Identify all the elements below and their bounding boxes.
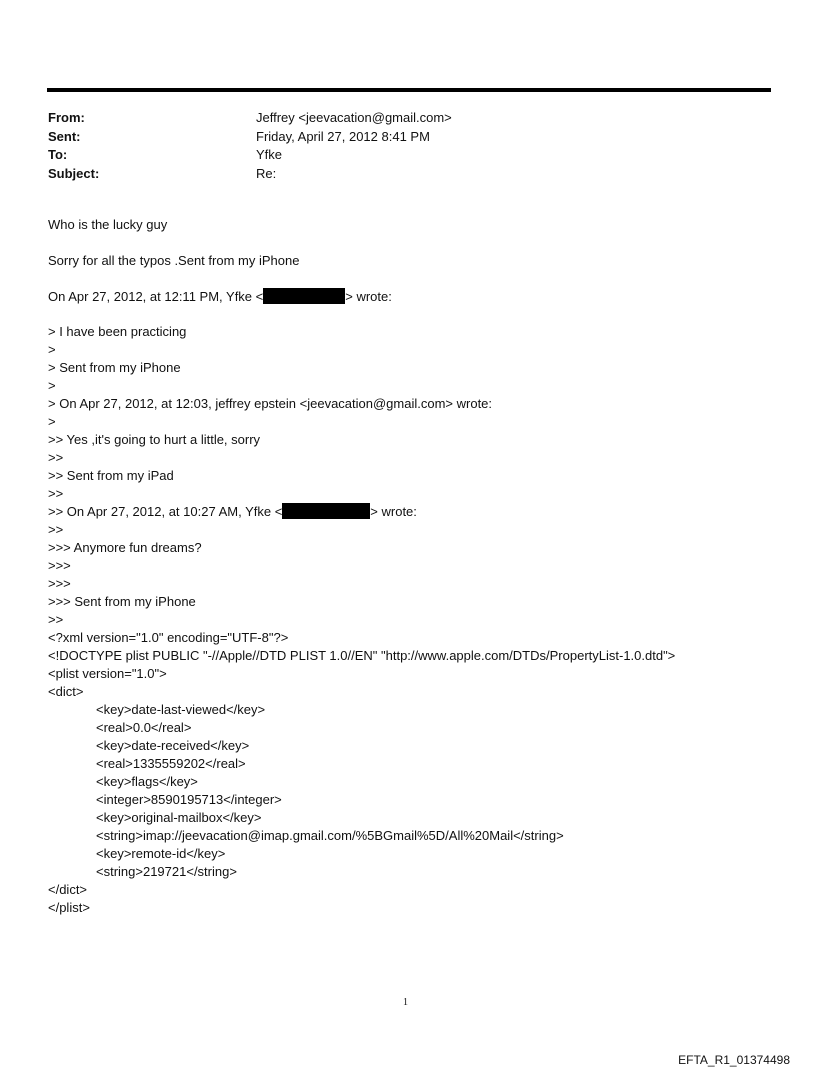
from-label: From: — [48, 110, 85, 125]
quoted-line: >> Yes ,it's going to hurt a little, sorry — [48, 432, 261, 447]
sent-row — [48, 128, 452, 147]
redaction-box — [282, 503, 370, 519]
quoted-line-end: > wrote: — [370, 504, 417, 519]
plist-line: <string>219721</string> — [96, 864, 237, 879]
quoted-line: >>> Sent from my iPhone — [48, 594, 196, 609]
body-line-3-end: > wrote: — [345, 289, 392, 304]
body-line-1: Who is the lucky guy — [48, 217, 168, 232]
email-header — [48, 109, 452, 183]
plist-line: <real>0.0</real> — [96, 720, 192, 735]
quoted-line — [48, 503, 675, 521]
subject-row — [48, 165, 452, 184]
plist-line: <string>imap://jeevacation@imap.gmail.com/%5BGmail%5D/All%20Mail</string> — [96, 828, 564, 843]
quoted-line: >>> Anymore fun dreams? — [48, 540, 202, 555]
redaction-box — [263, 288, 345, 304]
body-line-3-start: On Apr 27, 2012, at 12:11 PM, Yfke < — [48, 289, 264, 304]
plist-line: <?xml version="1.0" encoding="UTF-8"?> — [48, 630, 289, 645]
quoted-line: > — [48, 342, 56, 357]
bates-stamp: EFTA_R1_01374498 — [678, 1053, 790, 1067]
plist-line: </plist> — [48, 900, 90, 915]
quoted-line: >> Sent from my iPad — [48, 468, 174, 483]
plist-line: <key>date-last-viewed</key> — [96, 702, 266, 717]
to-row — [48, 146, 452, 165]
header-rule — [47, 88, 771, 92]
plist-line: <key>date-received</key> — [96, 738, 250, 753]
page-number: 1 — [403, 997, 408, 1008]
plist-line: </dict> — [48, 882, 88, 897]
quoted-line: >>> — [48, 576, 71, 591]
from-row — [48, 109, 452, 128]
plist-line: <key>original-mailbox</key> — [96, 810, 262, 825]
quoted-line: > Sent from my iPhone — [48, 360, 181, 375]
quoted-line: >>> — [48, 558, 71, 573]
quoted-line: >> — [48, 486, 64, 501]
quoted-line: > I have been practicing — [48, 324, 187, 339]
quoted-line: > — [48, 378, 56, 393]
plist-line: <dict> — [48, 684, 84, 699]
to-label: To: — [48, 147, 68, 162]
quoted-line: >> — [48, 612, 64, 627]
body-line-2: Sorry for all the typos .Sent from my iPhone — [48, 253, 300, 268]
body-line-3 — [48, 288, 392, 306]
quoted-thread — [48, 323, 675, 917]
to-value: Yfke — [256, 147, 283, 162]
sent-label: Sent: — [48, 128, 81, 144]
subject-label: Subject: — [48, 165, 100, 181]
sent-value: Friday, April 27, 2012 8:41 PM — [256, 128, 430, 144]
plist-line: <key>remote-id</key> — [96, 846, 226, 861]
plist-line: <real>1335559202</real> — [96, 756, 246, 771]
plist-line: <!DOCTYPE plist PUBLIC "-//Apple//DTD PLIST 1.0//EN" "http://www.apple.com/DTDs/PropertyList-1.0.dtd"> — [48, 648, 676, 663]
quoted-line: >> — [48, 522, 64, 537]
plist-line: <plist version="1.0"> — [48, 666, 167, 681]
plist-line: <key>flags</key> — [96, 774, 198, 789]
subject-value: Re: — [256, 165, 277, 181]
quoted-line-start: >> On Apr 27, 2012, at 10:27 AM, Yfke < — [48, 504, 283, 519]
quoted-line: > — [48, 414, 56, 429]
from-value: Jeffrey <jeevacation@gmail.com> — [256, 110, 452, 125]
quoted-line: > On Apr 27, 2012, at 12:03, jeffrey epstein <jeevacation@gmail.com> wrote: — [48, 396, 493, 411]
plist-line: <integer>8590195713</integer> — [96, 792, 282, 807]
quoted-line: >> — [48, 450, 64, 465]
